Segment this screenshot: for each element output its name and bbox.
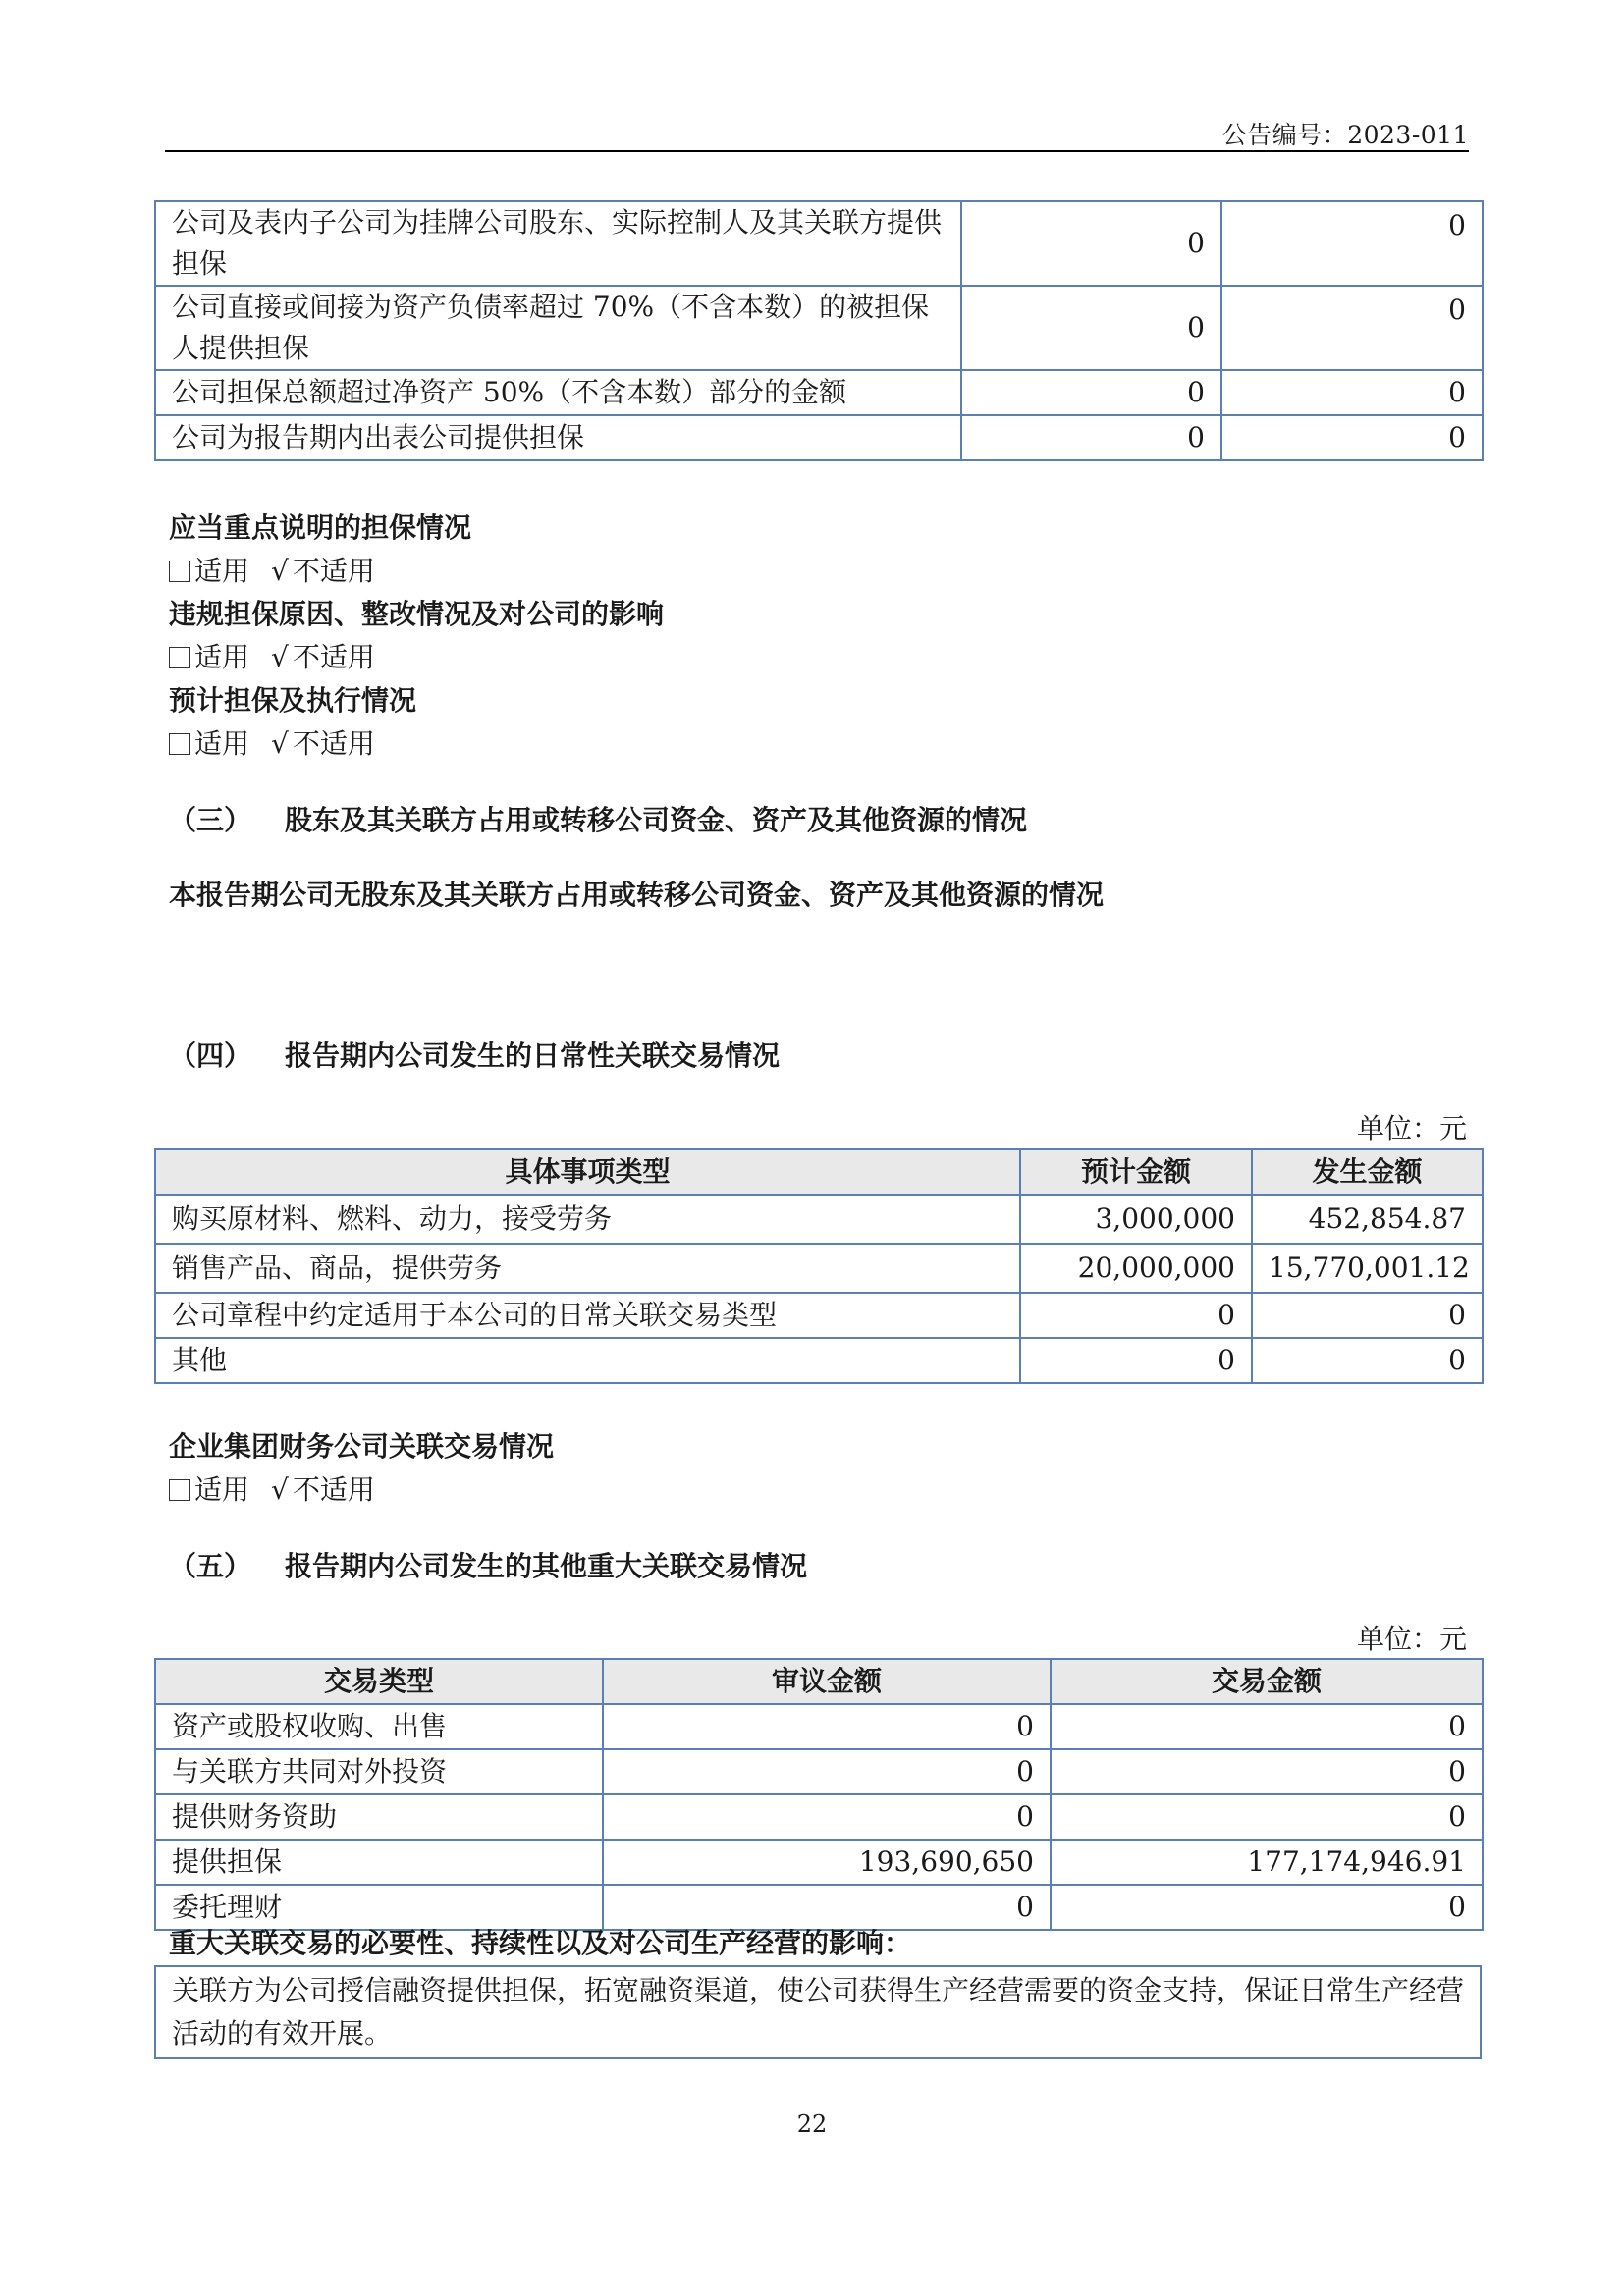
table-row: [155, 1293, 1483, 1338]
page-number: 22: [796, 2110, 828, 2138]
table-cell: 177,174,946.91: [1051, 1840, 1483, 1885]
table-cell: 0: [1051, 1704, 1483, 1749]
table-cell: 销售产品、商品，提供劳务: [155, 1244, 1020, 1293]
table-cell: 提供财务资助: [155, 1794, 603, 1840]
table-cell: 0: [961, 415, 1221, 460]
table-cell: 0: [1221, 415, 1483, 460]
major-transactions-table: [154, 1658, 1484, 1931]
note-title: 应当重点说明的担保情况: [169, 511, 472, 544]
applicability-options: 适用 √ 不适用: [169, 550, 375, 589]
table-cell: 0: [961, 370, 1221, 415]
column-header: 具体事项类型: [155, 1149, 1020, 1195]
table-cell: 0: [603, 1749, 1051, 1794]
table-cell: 公司及表内子公司为挂牌公司股东、实际控制人及其关联方提供担保: [155, 201, 961, 286]
table-cell: 资产或股权收购、出售: [155, 1704, 603, 1749]
note-title: 预计担保及执行情况: [169, 684, 417, 717]
checkbox-icon: [169, 561, 190, 582]
table-row: [155, 1195, 1483, 1244]
table-cell: 0: [603, 1794, 1051, 1840]
section-heading: （五） 报告期内公司发生的其他重大关联交易情况: [169, 1550, 808, 1582]
column-header: 交易金额: [1051, 1659, 1483, 1704]
checkbox-icon: [169, 647, 190, 668]
column-header: 预计金额: [1020, 1149, 1252, 1195]
table-row: [155, 370, 1483, 415]
table-cell: 193,690,650: [603, 1840, 1051, 1885]
table-cell: 0: [603, 1885, 1051, 1930]
guarantee-table: [154, 200, 1484, 461]
table-cell: 0: [1020, 1293, 1252, 1338]
table-cell: 0: [1221, 370, 1483, 415]
column-header: 审议金额: [603, 1659, 1051, 1704]
table-cell: 0: [1051, 1794, 1483, 1840]
table-row: [155, 1794, 1483, 1840]
table-row: [155, 1749, 1483, 1794]
impact-text: 关联方为公司授信融资提供担保，拓宽融资渠道，使公司获得生产经营需要的资金支持，保证日常生产经营活动的有效开展。: [154, 1965, 1482, 2059]
applicability-options: 适用 √ 不适用: [169, 636, 375, 675]
table-cell: 委托理财: [155, 1885, 603, 1930]
header-rule: [165, 150, 1469, 152]
column-header: 发生金额: [1252, 1149, 1483, 1195]
table-cell: 0: [1051, 1749, 1483, 1794]
note-title: 违规担保原因、整改情况及对公司的影响: [169, 598, 665, 630]
checkmark-icon: √: [271, 641, 289, 673]
table-cell: 公司直接或间接为资产负债率超过 70%（不含本数）的被担保人提供担保: [155, 286, 961, 370]
applicability-options: 适用 √ 不适用: [169, 1468, 375, 1508]
table-cell: 其他: [155, 1338, 1020, 1383]
checkmark-icon: √: [271, 1473, 289, 1506]
checkmark-icon: √: [271, 727, 289, 760]
table-cell: 0: [961, 201, 1221, 286]
table-row: [155, 1840, 1483, 1885]
table-row: [155, 201, 1483, 286]
checkmark-icon: √: [271, 555, 289, 587]
table-cell: 0: [961, 286, 1221, 370]
table-cell: 0: [1252, 1338, 1483, 1383]
table-row: [155, 1338, 1483, 1383]
table-row: [155, 286, 1483, 370]
unit-label: 单位：元: [1356, 1112, 1467, 1145]
section-heading: （四） 报告期内公司发生的日常性关联交易情况: [169, 1040, 781, 1072]
table-cell: 15,770,001.12: [1252, 1244, 1483, 1293]
impact-title: 重大关联交易的必要性、持续性以及对公司生产经营的影响：: [169, 1927, 912, 1959]
unit-label: 单位：元: [1356, 1623, 1467, 1655]
table-cell: 提供担保: [155, 1840, 603, 1885]
table-row: [155, 415, 1483, 460]
table-cell: 20,000,000: [1020, 1244, 1252, 1293]
table-cell: 452,854.87: [1252, 1195, 1483, 1244]
daily-transactions-table: [154, 1148, 1484, 1384]
table-cell: 3,000,000: [1020, 1195, 1252, 1244]
column-header: 交易类型: [155, 1659, 603, 1704]
section-heading: （三） 股东及其关联方占用或转移公司资金、资产及其他资源的情况: [169, 804, 1028, 836]
table-cell: 购买原材料、燃料、动力，接受劳务: [155, 1195, 1020, 1244]
checkbox-icon: [169, 733, 190, 755]
table-cell: 公司担保总额超过净资产 50%（不含本数）部分的金额: [155, 370, 961, 415]
applicability-options: 适用 √ 不适用: [169, 722, 375, 762]
table-row: [155, 1704, 1483, 1749]
table-cell: 与关联方共同对外投资: [155, 1749, 603, 1794]
section-statement: 本报告期公司无股东及其关联方占用或转移公司资金、资产及其他资源的情况: [169, 879, 1105, 911]
table-cell: 0: [1221, 201, 1483, 286]
table-cell: 0: [603, 1704, 1051, 1749]
table-cell: 公司章程中约定适用于本公司的日常关联交易类型: [155, 1293, 1020, 1338]
table-cell: 0: [1221, 286, 1483, 370]
table-cell: 0: [1252, 1293, 1483, 1338]
note-title: 企业集团财务公司关联交易情况: [169, 1430, 555, 1463]
table-cell: 0: [1020, 1338, 1252, 1383]
table-row: [155, 1244, 1483, 1293]
table-cell: 公司为报告期内出表公司提供担保: [155, 415, 961, 460]
announcement-number: 公告编号：2023-011: [1221, 121, 1469, 149]
table-header-row: [155, 1149, 1483, 1195]
checkbox-icon: [169, 1479, 190, 1501]
table-cell: 0: [1051, 1885, 1483, 1930]
table-header-row: [155, 1659, 1483, 1704]
